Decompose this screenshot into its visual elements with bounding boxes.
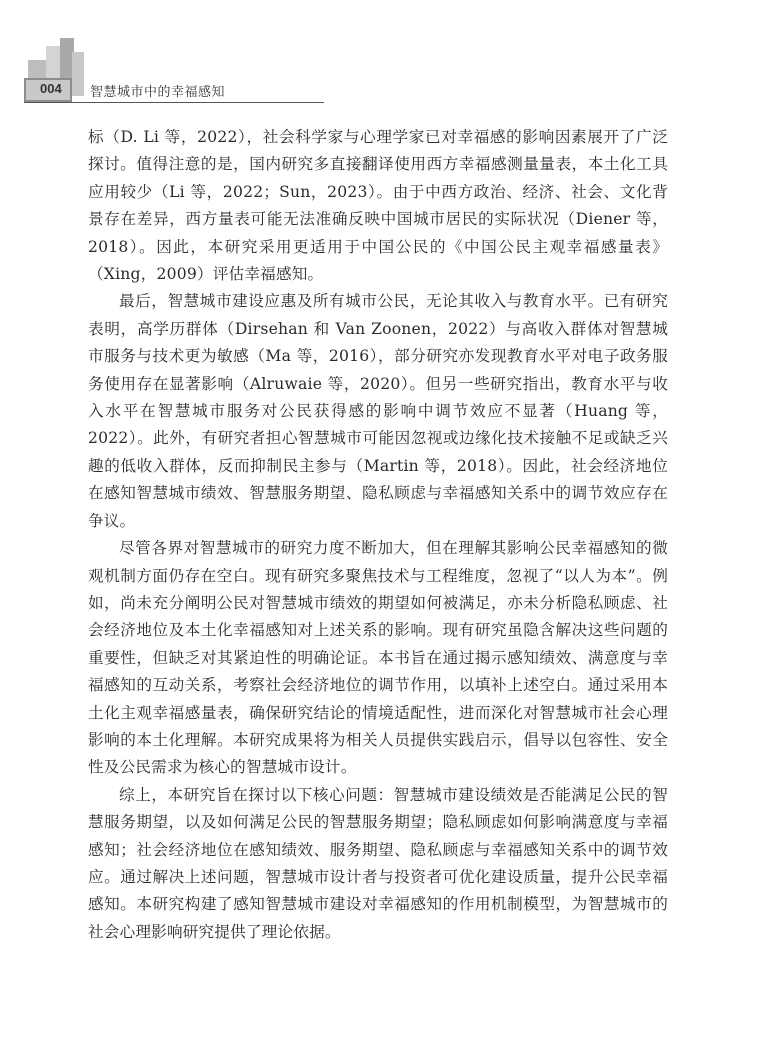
paragraph: 尽管各界对智慧城市的研究力度不断加大，但在理解其影响公民幸福感知的微观机制方面仍存在空白。现有研究多聚焦技术与工程维度，忽视了“以人为本”。例如，尚未充分阐明公民对智慧城市绩效的期望如何被满足，亦未分析隐私顾虑、社会经济地位及本土化幸福感知对上述关系的影响。现有研究虽隐含解决这些问题的重要性，但缺乏对其紧迫性的明确论证。本书旨在通过揭示感知绩效、满意度与幸福感知的互动关系，考察社会经济地位的调节作用，以填补上述空白。通过采用本土化主观幸福感量表，确保研究结论的情境适配性，进而深化对智慧城市社会心理影响的本土化理解。本研究成果将为相关人员提供实践启示，倡导以包容性、安全性及公民需求为核心的智慧城市设计。 <box>88 539 668 777</box>
paragraph: 标（D. Li 等，2022），社会科学家与心理学家已对幸福感的影响因素展开了广泛探讨。值得注意的是，国内研究多直接翻译使用西方幸福感测量量表，本土化工具应用较少（Li 等，2022；Sun，2023）。由于中西方政治、经济、社会、文化背景存在差异，西方量表可能无法准确反映中国城市居民的实际状况（Diener 等，2018）。因此，本研究采用更适用于中国公民的《中国公民主观幸福感量表》（Xing，2009）评估幸福感知。 <box>88 128 668 284</box>
page-header <box>24 38 324 108</box>
paragraph: 最后，智慧城市建设应惠及所有城市公民，无论其收入与教育水平。已有研究表明，高学历群体（Dirsehan 和 Van Zoonen，2022）与高收入群体对智慧城市服务与技术更为敏感（Ma 等，2016），部分研究亦发现教育水平对电子政务服务使用存在显著影响（Alruwaie 等，2020）。但另一些研究指出，教育水平与收入水平在智慧城市服务对公民获得感的影响中调节效应不显著（Huang 等，2022）。此外，有研究者担心智慧城市可能因忽视或边缘化技术接触不足或缺乏兴趣的低收入群体，反而抑制民主参与（Martin 等，2018）。因此，社会经济地位在感知智慧城市绩效、智慧服务期望、隐私顾虑与幸福感知关系中的调节效应存在争议。 <box>88 292 668 530</box>
running-title: 智慧城市中的幸福感知 <box>90 85 226 100</box>
body-text <box>88 124 668 946</box>
paragraph: 综上，本研究旨在探讨以下核心问题：智慧城市建设绩效是否能满足公民的智慧服务期望，以及如何满足公民的智慧服务期望；隐私顾虑如何影响满意度与幸福感知；社会经济地位在感知绩效、服务期望、隐私顾虑与幸福感知关系中的调节效应。通过解决上述问题，智慧城市设计者与投资者可优化建设质量，提升公民幸福感知。本研究构建了感知智慧城市建设对幸福感知的作用机制模型，为智慧城市的社会心理影响研究提供了理论依据。 <box>88 785 668 941</box>
page-number: 004 <box>40 81 62 96</box>
